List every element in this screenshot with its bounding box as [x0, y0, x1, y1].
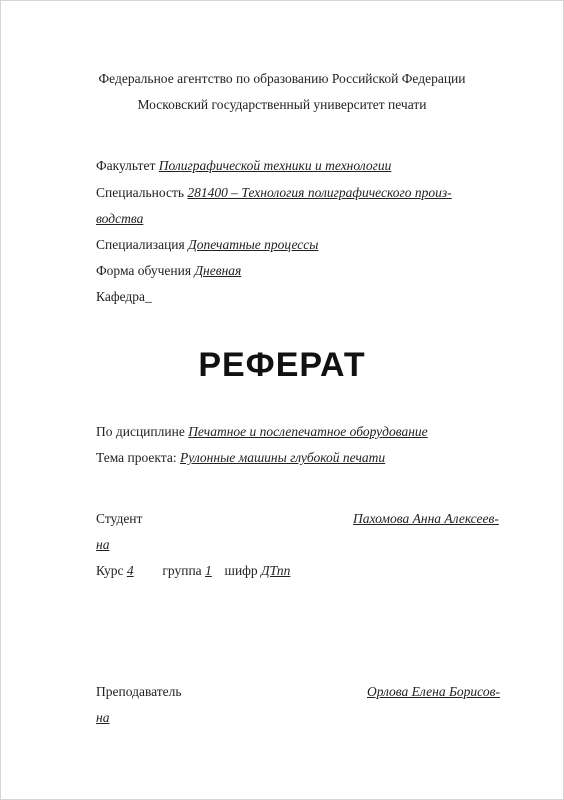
student-label: Студент [96, 511, 143, 526]
study-form-value: Дневная [194, 263, 242, 278]
specialty-label: Специальность [96, 185, 185, 200]
document-title: РЕФЕРАТ [198, 346, 366, 384]
group-value: 1 [205, 563, 212, 578]
specialty-row [96, 185, 452, 201]
student-name: Пахомова Анна Алексеев- [353, 511, 499, 526]
faculty-value: Полиграфической техники и технологии [158, 158, 392, 173]
discipline-row [96, 424, 428, 440]
code-label: шифр [224, 563, 258, 578]
topic-row [96, 450, 385, 466]
department-row [96, 289, 152, 305]
course-row [96, 563, 290, 579]
code-value: ДТпп [261, 563, 291, 578]
study-form-label: Форма обучения [96, 263, 192, 278]
discipline-value: Печатное и послепечатное оборудование [188, 424, 428, 439]
specialty-row-continued [96, 211, 143, 227]
specialization-label: Специализация [96, 237, 185, 252]
university-heading: Московский государственный университет печати [137, 97, 427, 112]
student-name-continued: на [96, 537, 110, 552]
agency-heading: Федеральное агентство по образованию Российской Федерации [98, 71, 466, 86]
specialty-value-continued: водства [96, 211, 144, 226]
topic-value: Рулонные машины глубокой печати [180, 450, 386, 465]
faculty-row [96, 158, 391, 174]
teacher-name: Орлова Елена Борисов- [367, 684, 500, 699]
specialization-value: Допечатные процессы [188, 237, 319, 252]
study-form-row [96, 263, 241, 279]
department-label: Кафедра [96, 289, 145, 304]
faculty-label: Факультет [96, 158, 156, 173]
teacher-label: Преподаватель [96, 684, 182, 699]
teacher-name-continued: на [96, 710, 110, 725]
discipline-label: По дисциплине [96, 424, 185, 439]
department-value: _ [145, 289, 152, 304]
specialty-value: 281400 – Технология полиграфического произ- [187, 185, 452, 200]
specialization-row [96, 237, 318, 253]
group-label: группа [162, 563, 202, 578]
course-value: 4 [126, 563, 134, 578]
topic-label: Тема проекта: [96, 450, 177, 465]
course-label: Курс [96, 563, 124, 578]
